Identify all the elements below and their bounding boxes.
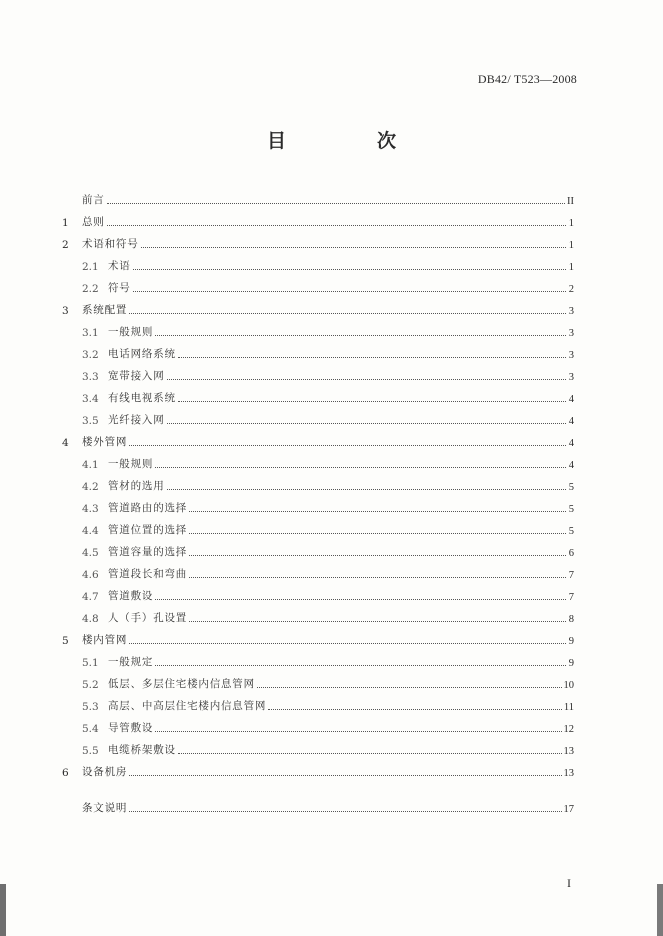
toc-entry-number: 4.2 <box>82 481 99 493</box>
toc-entry[interactable] <box>62 515 574 537</box>
toc-entry[interactable] <box>62 405 574 427</box>
toc-entry-label: 术语和符号 <box>82 238 139 250</box>
toc-entry-label: 一般规定 <box>108 656 154 668</box>
dot-leader <box>107 202 565 204</box>
toc-entry-label: 电缆桥架敷设 <box>108 744 176 756</box>
toc-entry[interactable] <box>62 207 574 229</box>
toc-entry-page: 8 <box>568 614 574 625</box>
dot-leader <box>129 774 561 776</box>
dot-leader <box>129 810 561 812</box>
table-of-contents <box>62 185 574 815</box>
scan-edge-left <box>0 884 6 936</box>
toc-entry-number: 4.1 <box>82 459 99 471</box>
toc-entry-number: 4 <box>62 437 69 449</box>
toc-entry-number: 2.1 <box>82 261 99 273</box>
toc-entry-page: 4 <box>568 394 574 405</box>
toc-entry-number: 5 <box>62 635 69 647</box>
toc-entry[interactable] <box>62 251 574 273</box>
toc-entry-number: 5.4 <box>82 723 99 735</box>
toc-entry-label: 光纤接入网 <box>108 414 165 426</box>
toc-entry-page: 12 <box>563 724 574 735</box>
toc-entry-page: 6 <box>568 548 574 559</box>
toc-entry-page: 17 <box>563 804 574 815</box>
toc-entry-label: 系统配置 <box>82 304 128 316</box>
toc-entry[interactable] <box>62 449 574 471</box>
page-number: I <box>567 876 571 890</box>
toc-entry-number: 5.5 <box>82 745 99 757</box>
toc-entry-page: 3 <box>568 306 574 317</box>
toc-entry-page: 11 <box>563 702 574 713</box>
toc-entry-label: 楼内管网 <box>82 634 128 646</box>
toc-entry-label: 电话网络系统 <box>108 348 176 360</box>
toc-entry-number: 2 <box>62 239 69 251</box>
toc-entry-page: 3 <box>568 372 574 383</box>
toc-entry-number: 3.3 <box>82 371 99 383</box>
dot-leader <box>155 598 566 600</box>
toc-entry[interactable] <box>62 339 574 361</box>
toc-entry-page: 5 <box>568 526 574 537</box>
dot-leader <box>133 290 566 292</box>
toc-entry-number: 1 <box>62 217 69 229</box>
toc-entry[interactable] <box>62 229 574 251</box>
dot-leader <box>107 224 566 226</box>
toc-entry-page: 9 <box>568 636 574 647</box>
dot-leader <box>155 730 561 732</box>
toc-entry-page: 1 <box>568 262 574 273</box>
toc-entry-number: 4.7 <box>82 591 99 603</box>
toc-entry-number: 4.8 <box>82 613 99 625</box>
toc-entry-number: 3.2 <box>82 349 99 361</box>
dot-leader <box>189 532 566 534</box>
toc-entry[interactable] <box>62 647 574 669</box>
toc-entry[interactable] <box>62 581 574 603</box>
toc-entry-page: 3 <box>568 328 574 339</box>
toc-entry-page: 1 <box>568 240 574 251</box>
dot-leader <box>189 620 566 622</box>
dot-leader <box>178 400 566 402</box>
toc-entry-label: 宽带接入网 <box>108 370 165 382</box>
dot-leader <box>155 664 566 666</box>
dot-leader <box>129 444 566 446</box>
toc-entry-label: 设备机房 <box>82 766 128 778</box>
toc-entry-page: 9 <box>568 658 574 669</box>
toc-entry-page: 4 <box>568 460 574 471</box>
toc-entry-label: 管道容量的选择 <box>108 546 188 558</box>
toc-entry-label: 管道路由的选择 <box>108 502 188 514</box>
toc-entry[interactable] <box>62 317 574 339</box>
toc-entry[interactable] <box>62 691 574 713</box>
toc-entry-label: 总则 <box>82 216 105 228</box>
toc-entry-page: 10 <box>563 680 574 691</box>
dot-leader <box>167 422 567 424</box>
toc-entry[interactable] <box>62 669 574 691</box>
toc-entry-page: 4 <box>568 438 574 449</box>
dot-leader <box>178 752 562 754</box>
toc-entry-number: 3 <box>62 305 69 317</box>
toc-entry-number: 4.3 <box>82 503 99 515</box>
toc-entry[interactable] <box>62 427 574 449</box>
toc-entry-label: 有线电视系统 <box>108 392 176 404</box>
dot-leader <box>178 356 566 358</box>
toc-entry[interactable] <box>62 493 574 515</box>
toc-entry-page: 4 <box>568 416 574 427</box>
toc-entry[interactable] <box>62 295 574 317</box>
toc-entry-label: 条文说明 <box>82 802 128 814</box>
toc-entry-label: 人（手）孔设置 <box>108 612 188 624</box>
toc-entry-number: 5.2 <box>82 679 99 691</box>
toc-entry[interactable] <box>62 793 574 815</box>
toc-entry[interactable] <box>62 713 574 735</box>
toc-entry-label: 管道位置的选择 <box>108 524 188 536</box>
dot-leader <box>167 488 567 490</box>
toc-entry-page: 13 <box>563 746 574 757</box>
toc-entry-page: 7 <box>568 570 574 581</box>
dot-leader <box>268 708 562 710</box>
toc-entry[interactable] <box>62 735 574 757</box>
toc-entry-label: 一般规则 <box>108 326 154 338</box>
toc-entry[interactable] <box>62 273 574 295</box>
toc-entry-page: 5 <box>568 504 574 515</box>
toc-entry-number: 3.5 <box>82 415 99 427</box>
toc-entry[interactable] <box>62 361 574 383</box>
toc-entry-label: 管道段长和弯曲 <box>108 568 188 580</box>
toc-entry-number: 3.1 <box>82 327 99 339</box>
dot-leader <box>141 246 567 248</box>
toc-entry[interactable] <box>62 625 574 647</box>
scan-edge-right <box>657 884 663 936</box>
toc-entry[interactable] <box>62 537 574 559</box>
toc-entry-label: 管道敷设 <box>108 590 154 602</box>
toc-entry-label: 符号 <box>108 282 131 294</box>
dot-leader <box>155 334 566 336</box>
toc-entry-page: 3 <box>568 350 574 361</box>
toc-entry[interactable] <box>62 603 574 625</box>
dot-leader <box>155 466 566 468</box>
toc-entry-label: 术语 <box>108 260 131 272</box>
toc-entry-label: 一般规则 <box>108 458 154 470</box>
dot-leader <box>189 576 566 578</box>
toc-entry[interactable] <box>62 757 574 779</box>
toc-entry-number: 5.1 <box>82 657 99 669</box>
toc-entry-number: 4.6 <box>82 569 99 581</box>
toc-entry-label: 高层、中高层住宅楼内信息管网 <box>108 700 267 712</box>
dot-leader <box>129 312 566 314</box>
dot-leader <box>189 510 566 512</box>
dot-leader <box>189 554 566 556</box>
toc-entry[interactable] <box>62 383 574 405</box>
toc-entry-label: 低层、多层住宅楼内信息管网 <box>108 678 255 690</box>
toc-entry-number: 5.3 <box>82 701 99 713</box>
toc-entry-label: 管材的选用 <box>108 480 165 492</box>
page-title: 目 次 <box>266 130 432 152</box>
document-code: DB42/ T523—2008 <box>477 72 577 86</box>
dot-leader <box>133 268 566 270</box>
dot-leader <box>129 642 566 644</box>
toc-entry[interactable] <box>62 185 574 207</box>
toc-entry-page: 13 <box>563 768 574 779</box>
toc-entry-label: 前言 <box>82 194 105 206</box>
toc-entry-page: II <box>567 196 574 207</box>
toc-entry-number: 4.5 <box>82 547 99 559</box>
dot-leader <box>257 686 562 688</box>
toc-entry-number: 6 <box>62 767 69 779</box>
toc-entry-number: 2.2 <box>82 283 99 295</box>
toc-entry[interactable] <box>62 471 574 493</box>
toc-entry-number: 3.4 <box>82 393 99 405</box>
toc-entry-page: 5 <box>568 482 574 493</box>
toc-entry-number: 4.4 <box>82 525 99 537</box>
toc-entry-label: 导管敷设 <box>108 722 154 734</box>
toc-entry-page: 7 <box>568 592 574 603</box>
toc-entry-page: 1 <box>568 218 574 229</box>
toc-entry-page: 2 <box>568 284 574 295</box>
toc-entry-label: 楼外管网 <box>82 436 128 448</box>
toc-entry[interactable] <box>62 559 574 581</box>
dot-leader <box>167 378 567 380</box>
